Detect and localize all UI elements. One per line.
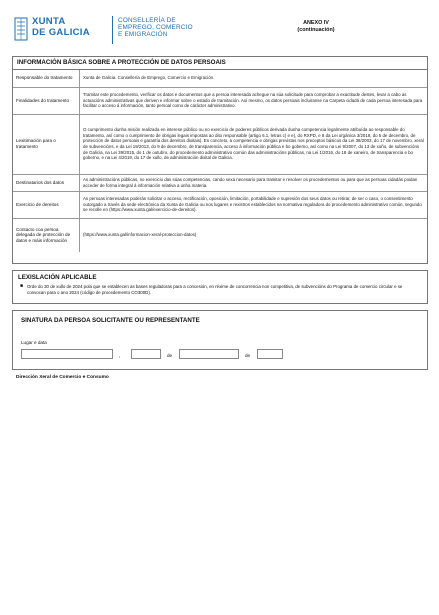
place-input[interactable] xyxy=(21,349,113,359)
dept-line-1: CONSELLERÍA DE xyxy=(118,17,176,24)
data-protection-title: INFORMACIÓN BÁSICA SOBRE A PROTECCIÓN DE DATOS PERSOAIS xyxy=(13,57,427,70)
month-input[interactable] xyxy=(179,349,239,359)
dept-line-2: EMPREGO, COMERCIO xyxy=(118,24,193,32)
dept-line-3: E EMIGRACIÓN xyxy=(118,31,168,39)
department-name xyxy=(118,17,193,39)
logo-line-1: XUNTA xyxy=(32,16,66,27)
year-input[interactable] xyxy=(257,349,283,359)
logo-wordmark xyxy=(32,16,90,38)
data-protection-section xyxy=(12,56,428,264)
annex-title: ANEXO IV xyxy=(303,20,329,26)
row-value: O cumprimento dunha misión realizada en interese público ou no exercicio de poderes públicos derivada dunha competencia legalmente atribuída ao responsable do tratamento, así como o cumprimento de obrigas legais impostas ao dito responsable (artigo 6.1, letras c) e e), do RXPD, e 8 da Lei orgánica 3/2018, do 5 de decembro, de protección de datos persoais e garantía dos dereitos dixitais). En concreto, a competencia e obrigas previstas nos preceptos básicos da Lei 38/2003, do 17 de novembro, xeral de subvencións, e da Lei 19/2013, do 9 de decembro, de transparencia, acceso á información pública e bo goberno, así como na Lei 9/2007, do 13 de xuño, de subvencións de Galicia, na Lei 39/2015, do 1 de outubro, do procedemento administrativo común das administracións públicas, na Lei 1/2016, do 18 de xaneiro, de transparencia e bo goberno, e na Lei 4/2019, do 17 de xullo, de administración dixital de Galicia. xyxy=(80,114,428,174)
row-value: (https://www.xunta.gal/informacion-xeral-proteccion-datos) xyxy=(80,218,428,252)
date-connector-2: de xyxy=(245,353,251,358)
table-row xyxy=(13,218,427,252)
row-key: Destinatarios dos datos xyxy=(13,174,80,191)
row-value: As persoas interesadas poderán solicitar o acceso, rectificación, oposición, limitación, portabilidade e supresión dos seus datos ou retirar, de ser o caso, o consentimento outorgado a través da sede electrónica da Xunta de Galicia ou nos lugares e rexistros establecidos na normativa reguladora do procedemento administrativo común, segundo se recolle en (https://www.xunta.gal/exercicio-de-dereitos). xyxy=(80,191,428,218)
footer-addressee: Dirección Xeral de Comercio e Consumo xyxy=(16,375,109,380)
row-key: Responsable do tratamento xyxy=(13,70,80,87)
row-key: Lexitimación para o tratamento xyxy=(13,114,80,174)
table-row xyxy=(13,114,427,174)
legislation-title: LEXISLACIÓN APLICABLE xyxy=(18,274,97,281)
row-key: Exercicio de dereitos xyxy=(13,191,80,218)
comma-separator: , xyxy=(119,353,121,359)
table-row xyxy=(13,70,427,87)
row-key: Finalidades do tratamento xyxy=(13,87,80,114)
galicia-emblem-icon xyxy=(14,16,28,42)
date-connector-1: de xyxy=(167,353,173,358)
signature-section xyxy=(12,310,428,370)
logo-line-2: DE GALICIA xyxy=(32,27,90,38)
row-value: As administracións públicas, no exercicio das súas competencias, cando sexa necesario para tramitar e resolver os procedementos ou para que as persoas cidadás poidan acceder de forma integral á información relativa a unha materia. xyxy=(80,174,428,191)
row-value: Xunta de Galicia. Consellería de Emprego, Comercio e Emigración. xyxy=(83,75,215,81)
legislation-text: Orde do 30 de xullo de 2024 pola que se establecen as bases reguladoras para a concesión, en réxime de concorrencia non competitiva, de subvencións do Programa de comercio circular e se convocan para o ano 2024 (código de procedemento CO300D). xyxy=(27,284,403,295)
xunta-logo xyxy=(14,14,112,46)
document-header xyxy=(14,14,426,50)
table-row xyxy=(13,87,427,114)
table-row xyxy=(13,174,427,191)
signature-title: SINATURA DA PERSOA SOLICITANTE OU REPRESENTANTE xyxy=(21,317,200,324)
day-input[interactable] xyxy=(131,349,161,359)
bullet-icon: ■ xyxy=(20,283,24,289)
legislation-item xyxy=(20,283,421,295)
table-row xyxy=(13,191,427,218)
annex-heading xyxy=(276,20,356,34)
annex-subtitle: (continuación) xyxy=(297,27,335,33)
row-key: Contacto coa persoa delegada de protección de datos e máis información xyxy=(13,218,80,252)
data-protection-table xyxy=(13,70,427,252)
place-date-label: Lugar e data xyxy=(21,340,47,345)
legislation-section xyxy=(12,270,428,304)
header-divider xyxy=(112,16,113,44)
row-value: Tramitar este procedemento, verificar os datos e documentos que a persoa interesada achegue na súa solicitude para comprobar a exactitude destes, levar a cabo as actuacións administrativas que deriven e informar sobre o estado de tramitación. Así mesmo, os datos persoais incluiranse na Carpeta cidadá de cada persoa interesada para facilitar o acceso á información, tanto persoal como de carácter administrativo. xyxy=(80,87,428,114)
